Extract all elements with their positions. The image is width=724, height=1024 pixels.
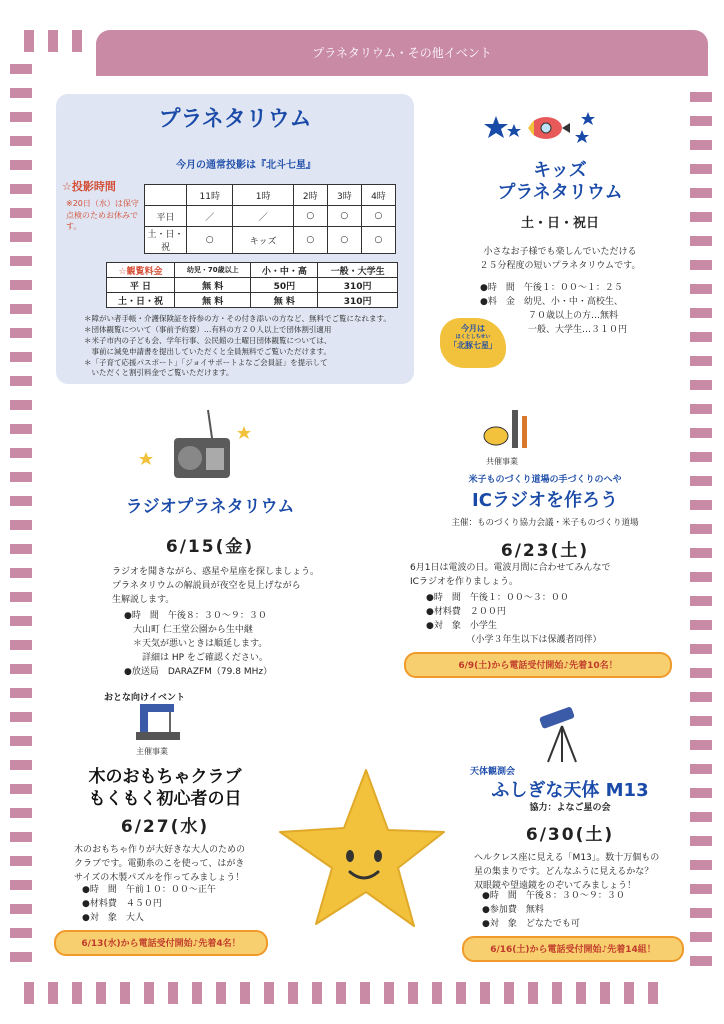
wood-title-1: 木のおもちゃクラブ: [88, 767, 242, 787]
radio-desc-line: 生解説します。: [112, 594, 175, 605]
schedule-cell: キッズ: [233, 227, 293, 254]
fee-header: 小・中・高: [251, 263, 318, 278]
radio-date: 6/15(金): [165, 537, 255, 557]
radio-detail-line: ●放送局 DARAZFM（79.8 MHz）: [124, 666, 273, 677]
radio-desc-line: ラジオを聞きながら、惑星や星座を探しましょう。: [112, 567, 320, 577]
schedule-table: [144, 184, 396, 254]
observe-detail-line: ●時 間 午後８：３０〜９：３０: [482, 891, 625, 901]
kids-details: [480, 282, 680, 338]
fee-cell: 310円: [318, 278, 398, 293]
schedule-cell: ／: [233, 206, 293, 227]
page-header: プラネタリウム・その他イベント: [96, 30, 708, 76]
radio-detail-line: ●時 間 午後８：３０〜９：３０: [124, 611, 267, 621]
badge-text: 今月は: [461, 324, 485, 333]
kids-time: ●時 間 午後１：００〜１：２５: [480, 283, 623, 293]
schedule-cell: ○: [361, 206, 395, 227]
kids-desc-line: 小さなお子様でも楽しんでいただける: [483, 247, 637, 257]
time-header: 1時: [233, 185, 293, 206]
fee-day: 土・日・祝: [107, 293, 175, 308]
ic-detail-line: ●材料費 ２００円: [426, 606, 506, 617]
radio-detail-line: 大山町 仁王堂公園から生中継: [124, 624, 253, 635]
schedule-cell: ○: [293, 206, 327, 227]
schedule-cell: ○: [327, 227, 361, 254]
observe-desc-line: 双眼鏡や望遠鏡をのぞいてみましょう！: [474, 880, 637, 891]
schedule-cell: ○: [187, 227, 233, 254]
note-line: ＊団体観覧について（事前予約要）…有料の方２０人以上で団体割引適用: [84, 324, 332, 334]
wood-details: [82, 884, 282, 926]
tools-icon: [482, 406, 532, 452]
wood-detail-line: ●材料費 ４５０円: [82, 898, 162, 909]
smiling-star-icon: [276, 766, 446, 936]
rocket-icon: [484, 106, 604, 150]
wood-desc-line: 木のおもちゃ作りが大好きな大人のための: [74, 845, 246, 855]
kids-description: [440, 246, 680, 274]
wood-notice: 6/13(水)から電話受付開始♪先着4名！: [54, 930, 268, 956]
observe-notice: 6/16(土)から電話受付開始♪先着14組！: [462, 936, 684, 962]
ic-details: [426, 592, 676, 648]
fee-cell: 無 料: [251, 293, 318, 308]
kids-title-2: プラネタリウム: [497, 182, 623, 203]
scroll-saw-icon: [134, 702, 184, 744]
badge-text: 「北豚七星」: [449, 340, 497, 350]
observe-detail-line: ●参加費 無料: [482, 904, 544, 915]
fee-cell: 無 料: [175, 278, 251, 293]
radio-title: ラジオプラネタリウム: [125, 497, 295, 517]
fee-label: ☆観覧料金: [107, 263, 175, 278]
ic-description: [410, 562, 670, 590]
wood-date: 6/27(水): [120, 817, 210, 837]
wood-title-2: もくもく初心者の日: [88, 789, 242, 809]
schedule-cell: ○: [293, 227, 327, 254]
ic-desc-line: ICラジオを作りましょう。: [410, 576, 518, 587]
kids-days: 土・日・祝日: [520, 216, 599, 231]
wood-detail-line: ●時 間 午前１０：００〜正午: [82, 885, 216, 895]
ic-detail-line: （小学３年生以下は保護者同伴）: [426, 634, 602, 645]
observe-date: 6/30(土): [525, 825, 615, 845]
kids-fee: 一般、大学生…３１０円: [528, 324, 628, 335]
ic-date: 6/23(土): [500, 541, 590, 561]
ic-title: ICラジオを作ろう: [472, 490, 618, 511]
wood-detail-line: ●対 象 大人: [82, 912, 144, 923]
fee-day: 平 日: [107, 278, 175, 293]
top-border-stripes: [24, 30, 82, 52]
ic-subtitle: 米子ものづくり道場の手づくりのへや: [468, 475, 622, 485]
closed-note: ※20日（水）は保守点検のためお休みです。: [66, 199, 139, 232]
observe-detail-line: ●対 象 どなたでも可: [482, 918, 580, 929]
observe-desc-line: ヘルクレス座に見える「M13」。数十万個もの: [474, 853, 660, 863]
star-icon: [139, 452, 153, 465]
star-icon: [507, 124, 521, 137]
observe-details: [482, 890, 682, 932]
observe-description: [474, 852, 684, 894]
star-icon: [575, 130, 589, 143]
radio-description: [112, 566, 372, 608]
observe-host: 協力：よなご星の会: [529, 803, 611, 813]
wood-tag-adult: おとな向けイベント: [104, 693, 186, 703]
wood-desc-line: サイズの木製パズルを作ってみましょう！: [74, 872, 245, 883]
fee-cell: 50円: [251, 278, 318, 293]
planetarium-title: プラネタリウム: [158, 107, 312, 132]
ic-host: 主催：ものづくり協力会議・米子ものづくり道場: [451, 518, 639, 528]
planetarium-section: [56, 94, 414, 384]
star-icon: [484, 116, 508, 138]
star-icon: [237, 426, 251, 439]
kids-fee: ７０歳以上の方…無料: [528, 310, 619, 321]
radio-detail-line: 詳細は HP をご確認ください。: [124, 652, 268, 663]
schedule-cell: ／: [187, 206, 233, 227]
kids-badge: [440, 318, 506, 368]
kids-fee: ●料 金 幼児、小・中・高校生、: [480, 296, 623, 307]
note-line: ＊「子育て応援パスポート」「ジョイサポートよなご会員証」を提示して: [84, 357, 328, 367]
radio-desc-line: プラネタリウムの解説員が夜空を見上げながら: [112, 580, 301, 591]
time-header: 4時: [361, 185, 395, 206]
right-border-stripes: [690, 92, 712, 966]
kids-desc-line: ２５分程度の短いプラネタリウムです。: [479, 260, 641, 271]
telescope-icon: [536, 706, 586, 764]
ic-detail-line: ●時 間 午後１：００〜３：００: [426, 593, 569, 603]
bottom-border-stripes: [24, 982, 658, 1004]
note-line: ＊米子市内の子ども会、学年行事、公民館の土曜日団体観覧については、: [84, 335, 332, 345]
observe-title: ふしぎな天体 M13: [491, 780, 649, 801]
radio-details: [124, 610, 374, 680]
time-header: 11時: [187, 185, 233, 206]
observe-desc-line: 星の集まりです。どんなふうに見えるかな？: [474, 866, 654, 877]
time-header: 2時: [293, 185, 327, 206]
fee-cell: 310円: [318, 293, 398, 308]
star-icon: [581, 112, 595, 125]
fee-table: [106, 262, 398, 308]
wood-desc-line: クラブです。電動糸のこを使って、はがき: [74, 858, 245, 869]
radio-icon: [136, 408, 266, 482]
wood-tag-host: 主催事業: [136, 747, 168, 756]
ic-desc-line: 6月1日は電波の日。電波月間に合わせてみんなで: [410, 563, 611, 573]
schedule-cell: ○: [327, 206, 361, 227]
planetarium-notes: [84, 314, 410, 379]
monthly-show: 今月の通常投影は『北斗七星』: [176, 160, 316, 171]
fee-header: 一般・大学生: [318, 263, 398, 278]
observe-tag: 天体観測会: [470, 767, 516, 777]
ic-detail-line: ●対 象 小学生: [426, 620, 497, 631]
schedule-label: ☆投影時間: [62, 180, 116, 193]
radio-detail-line: ＊天気が悪いときは順延します。: [124, 638, 268, 649]
time-header: 3時: [327, 185, 361, 206]
row-day: 平日: [145, 206, 187, 227]
note-line: ＊障がい者手帳・介護保険証を持参の方・その付き添いの方など、無料でご覧になれます。: [84, 314, 391, 323]
left-border-stripes: [10, 64, 32, 962]
ic-notice: 6/9(土)から電話受付開始♪先着10名！: [404, 652, 672, 678]
kids-title-1: キッズ: [533, 160, 587, 181]
note-line: いただくと割引料金でご覧いただけます。: [84, 368, 234, 378]
wood-description: [74, 844, 294, 886]
row-day: 土・日・祝: [145, 227, 187, 254]
fee-cell: 無 料: [175, 293, 251, 308]
note-line: 事前に減免申請書を提出していただくと全員無料でご覧いただけます。: [84, 346, 331, 356]
badge-ruby: ほくとしちせい: [455, 334, 491, 341]
fee-header: 幼児・70歳以上: [175, 263, 251, 278]
ic-tag: 共催事業: [486, 457, 518, 466]
schedule-cell: ○: [361, 227, 395, 254]
